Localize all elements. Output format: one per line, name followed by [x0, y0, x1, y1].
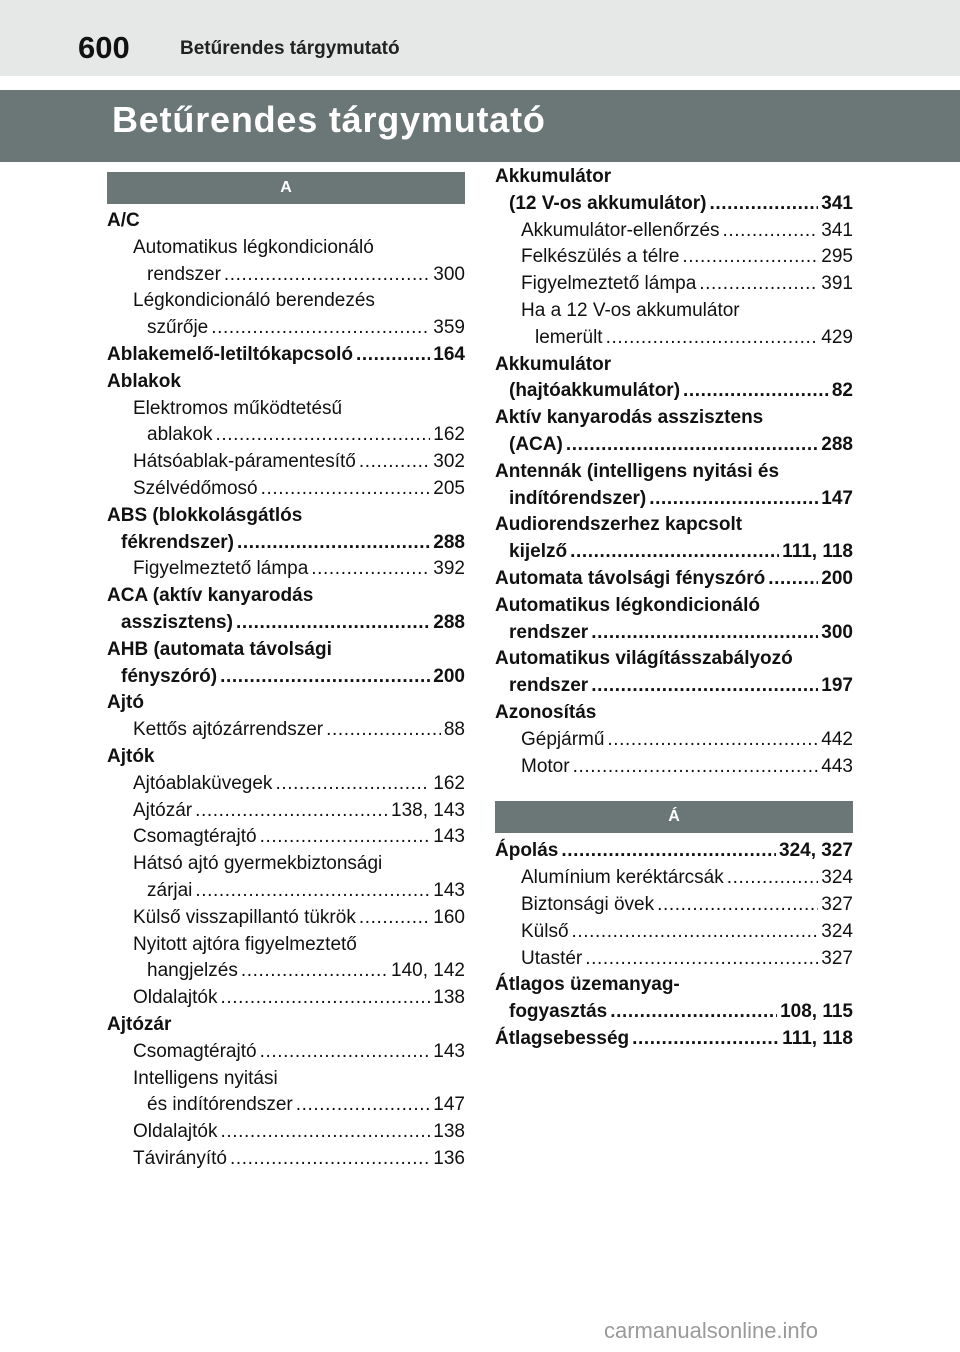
index-entry: [495, 972, 853, 999]
entry-term: Ablakemelő-letiltókapcsoló: [107, 343, 354, 365]
index-entry: [107, 851, 465, 878]
dot-leader: [657, 892, 818, 919]
index-entry: [107, 422, 465, 449]
entry-term: szűrője: [147, 317, 209, 339]
index-entry: [495, 191, 853, 218]
entry-term: Ajtózár: [133, 799, 193, 821]
entry-page: 205: [433, 477, 465, 499]
dot-leader: [561, 838, 776, 865]
index-entry: [107, 503, 465, 530]
entry-page: 295: [821, 246, 853, 268]
index-entry: [107, 342, 465, 369]
dot-leader: [570, 539, 779, 566]
index-entry: [495, 164, 853, 191]
entry-page: 302: [433, 451, 465, 473]
running-header-bar: [0, 0, 960, 76]
dot-leader: [260, 1039, 431, 1066]
dot-leader: [260, 824, 431, 851]
entry-page: 147: [821, 487, 853, 509]
index-entry: [107, 208, 465, 235]
index-entry: [107, 476, 465, 503]
dot-leader: [221, 985, 431, 1012]
entry-term: Ha a 12 V-os akkumulátor: [521, 299, 740, 321]
entry-term: (hajtóakkumulátor): [509, 380, 681, 402]
entry-term: és indítórendszer: [147, 1094, 293, 1116]
entry-term: Alumínium keréktárcsák: [521, 867, 724, 889]
index-entry: [107, 1066, 465, 1093]
entry-page: 143: [433, 826, 465, 848]
dot-leader: [607, 727, 818, 754]
dot-leader: [216, 422, 431, 449]
entry-term: Aktív kanyarodás asszisztens: [495, 407, 764, 429]
index-entry: [495, 325, 853, 352]
entry-page: 341: [821, 192, 853, 214]
index-column-right: [495, 164, 853, 1053]
entry-term: fényszóró): [121, 665, 218, 687]
index-entry: [495, 1026, 853, 1053]
dot-leader: [356, 342, 430, 369]
index-entry: [107, 449, 465, 476]
entry-term: Akkumulátor: [495, 353, 612, 375]
entry-term: Akkumulátor-ellenőrzés: [521, 219, 720, 241]
index-entry: [495, 865, 853, 892]
entry-term: ABS (blokkolásgátlós: [107, 504, 303, 526]
dot-leader: [220, 664, 430, 691]
index-entry: [495, 459, 853, 486]
index-entry: [495, 620, 853, 647]
entry-term: fogyasztás: [509, 1001, 608, 1023]
page-title: Betűrendes tárgymutató: [112, 99, 546, 140]
index-entry: [107, 369, 465, 396]
dot-leader: [591, 620, 818, 647]
dot-leader: [359, 905, 430, 932]
dot-leader: [237, 530, 430, 557]
index-entry: [495, 700, 853, 727]
index-entry: [495, 919, 853, 946]
entry-term: Automata távolsági fényszóró: [495, 567, 766, 589]
dot-leader: [211, 315, 430, 342]
entry-term: Átlagos üzemanyag-: [495, 974, 680, 996]
entry-term: Átlagsebesség: [495, 1027, 630, 1049]
index-entry: [107, 798, 465, 825]
index-entry: [495, 486, 853, 513]
entry-term: Csomagtérajtó: [133, 1040, 257, 1062]
entry-page: 138, 143: [391, 799, 465, 821]
entry-page: 341: [821, 219, 853, 241]
entry-term: fékrendszer): [121, 531, 234, 553]
entry-term: Elektromos működtetésű: [133, 397, 343, 419]
dot-leader: [224, 262, 430, 289]
entry-term: Ápolás: [495, 840, 559, 862]
index-entry: [107, 824, 465, 851]
entry-page: 442: [821, 728, 853, 750]
entry-term: Automatikus légkondicionáló: [133, 236, 374, 258]
entry-page: 200: [821, 567, 853, 589]
index-entry: [107, 985, 465, 1012]
dot-leader: [572, 919, 819, 946]
entry-page: 111, 118: [782, 541, 853, 563]
entry-term: Akkumulátor: [495, 166, 612, 187]
index-entry: [495, 218, 853, 245]
entry-term: hangjelzés: [147, 960, 238, 982]
section-header-a: A: [107, 172, 465, 204]
entry-term: Hátsóablak-páramentesítő: [133, 451, 356, 473]
dot-leader: [683, 378, 829, 405]
entry-page: 138: [433, 1121, 465, 1143]
entry-page: 108, 115: [780, 1001, 853, 1023]
index-entry: [107, 905, 465, 932]
index-entry: [495, 352, 853, 379]
entry-page: 147: [433, 1094, 465, 1116]
entry-term: Figyelmeztető lámpa: [133, 558, 309, 580]
watermark: carmanualsonline.info: [604, 1318, 819, 1343]
index-entry: [107, 1012, 465, 1039]
index-entry: [107, 637, 465, 664]
entry-term: Intelligens nyitási: [133, 1067, 278, 1089]
running-head: Betűrendes tárgymutató: [180, 38, 400, 59]
dot-leader: [573, 754, 819, 781]
entry-page: 200: [433, 665, 465, 687]
entry-term: lemerült: [535, 326, 603, 348]
dot-leader: [195, 798, 388, 825]
dot-leader: [709, 191, 818, 218]
dot-leader: [610, 999, 777, 1026]
entry-term: Külső visszapillantó tükrök: [133, 906, 356, 928]
entry-term: A/C: [107, 210, 140, 231]
index-entry: [107, 396, 465, 423]
dot-leader: [632, 1026, 779, 1053]
entry-term: (ACA): [509, 433, 563, 455]
dot-leader: [566, 432, 818, 459]
dot-leader: [682, 244, 818, 271]
entry-page: 327: [821, 947, 853, 969]
index-entry: [495, 512, 853, 539]
index-entry: [495, 754, 853, 781]
index-entry: [107, 932, 465, 959]
index-entry: [495, 271, 853, 298]
entry-page: 162: [433, 424, 465, 446]
dot-leader: [649, 486, 818, 513]
entry-term: Oldalajtók: [133, 987, 218, 1009]
entry-term: Automatikus világításszabályozó: [495, 648, 793, 670]
index-entry: [495, 566, 853, 593]
entry-page: 143: [433, 879, 465, 901]
entry-page: 140, 142: [391, 960, 465, 982]
entry-page: 111, 118: [782, 1027, 853, 1049]
dot-leader: [261, 476, 431, 503]
entry-page: 300: [433, 263, 465, 285]
entry-page: 197: [821, 675, 853, 697]
entry-term: asszisztens): [121, 611, 233, 633]
entry-term: Nyitott ajtóra figyelmeztető: [133, 933, 357, 955]
index-entry: [107, 315, 465, 342]
dot-leader: [236, 610, 430, 637]
entry-term: Ajtók: [107, 745, 155, 767]
index-entry: [495, 946, 853, 973]
dot-leader: [311, 556, 430, 583]
entry-page: 359: [433, 317, 465, 339]
dot-leader: [275, 771, 430, 798]
entry-term: Oldalajtók: [133, 1121, 218, 1143]
dot-leader: [591, 673, 818, 700]
entry-page: 429: [821, 326, 853, 348]
index-entry: [495, 892, 853, 919]
entry-term: Szélvédőmosó: [133, 477, 258, 499]
index-entry: [495, 432, 853, 459]
entry-page: 288: [433, 531, 465, 553]
index-entry: [495, 593, 853, 620]
section-header-a-acute: Á: [495, 801, 853, 833]
entry-page: 160: [433, 906, 465, 928]
index-entry: [107, 744, 465, 771]
entry-term: Ajtózár: [107, 1013, 172, 1035]
index-entry: [107, 235, 465, 262]
index-entry: [107, 1146, 465, 1173]
entry-page: 324, 327: [779, 840, 853, 862]
index-list-right-a: [495, 164, 853, 780]
entry-page: 300: [821, 621, 853, 643]
index-entry: [495, 378, 853, 405]
dot-leader: [727, 865, 819, 892]
dot-leader: [699, 271, 818, 298]
entry-page: 443: [821, 755, 853, 777]
entry-page: 392: [433, 558, 465, 580]
entry-term: Gépjármű: [521, 728, 605, 750]
index-entry: [107, 690, 465, 717]
entry-term: Ajtóablaküvegek: [133, 772, 273, 794]
entry-page: 138: [433, 987, 465, 1009]
dot-leader: [221, 1119, 431, 1146]
index-entry: [107, 610, 465, 637]
entry-page: 324: [821, 867, 853, 889]
entry-term: rendszer: [509, 621, 589, 643]
entry-term: Ablakok: [107, 370, 181, 392]
index-entry: [495, 673, 853, 700]
entry-term: indítórendszer): [509, 487, 647, 509]
index-entry: [495, 539, 853, 566]
entry-term: zárjai: [147, 879, 193, 901]
index-entry: [107, 1039, 465, 1066]
index-column-left: [107, 164, 465, 1173]
index-entry: [107, 717, 465, 744]
dot-leader: [606, 325, 819, 352]
entry-page: 324: [821, 920, 853, 942]
index-entry: [495, 405, 853, 432]
dot-leader: [326, 717, 441, 744]
index-entry: [107, 1092, 465, 1119]
dot-leader: [195, 878, 430, 905]
entry-term: Motor: [521, 755, 570, 777]
entry-page: 143: [433, 1040, 465, 1062]
dot-leader: [230, 1146, 430, 1173]
index-entry: [495, 298, 853, 325]
entry-term: Antennák (intelligens nyitási és: [495, 460, 780, 482]
index-entry: [107, 530, 465, 557]
dot-leader: [241, 958, 388, 985]
index-entry: [107, 878, 465, 905]
entry-term: Figyelmeztető lámpa: [521, 273, 697, 295]
index-entry: [495, 727, 853, 754]
entry-page: 327: [821, 893, 853, 915]
index-entry: [107, 288, 465, 315]
entry-term: Utastér: [521, 947, 583, 969]
entry-page: 88: [443, 719, 465, 741]
entry-term: Ajtó: [107, 692, 144, 714]
entry-page: 288: [433, 611, 465, 633]
index-entry: [107, 664, 465, 691]
entry-term: Légkondicionáló berendezés: [133, 290, 375, 312]
entry-term: Biztonsági övek: [521, 893, 655, 915]
entry-term: Automatikus légkondicionáló: [495, 594, 760, 616]
entry-term: Audiorendszerhez kapcsolt: [495, 514, 743, 536]
index-entry: [107, 771, 465, 798]
entry-term: (12 V-os akkumulátor): [509, 192, 707, 214]
index-entry: [107, 1119, 465, 1146]
entry-term: Csomagtérajtó: [133, 826, 257, 848]
entry-term: rendszer: [509, 675, 589, 697]
entry-term: kijelző: [509, 541, 568, 563]
entry-page: 164: [433, 343, 465, 365]
index-entry: [107, 958, 465, 985]
index-entry: [495, 999, 853, 1026]
index-entry: [107, 583, 465, 610]
dot-leader: [296, 1092, 431, 1119]
entry-term: Külső: [521, 920, 569, 942]
entry-term: Azonosítás: [495, 701, 597, 723]
entry-term: Hátsó ajtó gyermekbiztonsági: [133, 853, 383, 875]
index-entry: [495, 838, 853, 865]
entry-page: 136: [433, 1147, 465, 1169]
index-entry: [495, 646, 853, 673]
entry-page: 162: [433, 772, 465, 794]
index-entry: [107, 262, 465, 289]
entry-page: 288: [821, 433, 853, 455]
entry-page: 82: [831, 380, 853, 402]
entry-term: AHB (automata távolsági: [107, 638, 332, 660]
entry-term: Felkészülés a télre: [521, 246, 680, 268]
entry-term: rendszer: [147, 263, 221, 285]
dot-leader: [723, 218, 819, 245]
dot-leader: [585, 946, 818, 973]
index-list-left: [107, 208, 465, 1173]
page-number: 600: [78, 30, 130, 65]
entry-term: Távirányító: [133, 1147, 227, 1169]
dot-leader: [768, 566, 818, 593]
index-entry: [495, 244, 853, 271]
entry-term: ACA (aktív kanyarodás: [107, 585, 314, 607]
index-list-right-b: [495, 838, 853, 1052]
dot-leader: [359, 449, 430, 476]
entry-term: Kettős ajtózárrendszer: [133, 719, 324, 741]
entry-page: 391: [821, 273, 853, 295]
entry-term: ablakok: [147, 424, 213, 446]
index-entry: [107, 556, 465, 583]
